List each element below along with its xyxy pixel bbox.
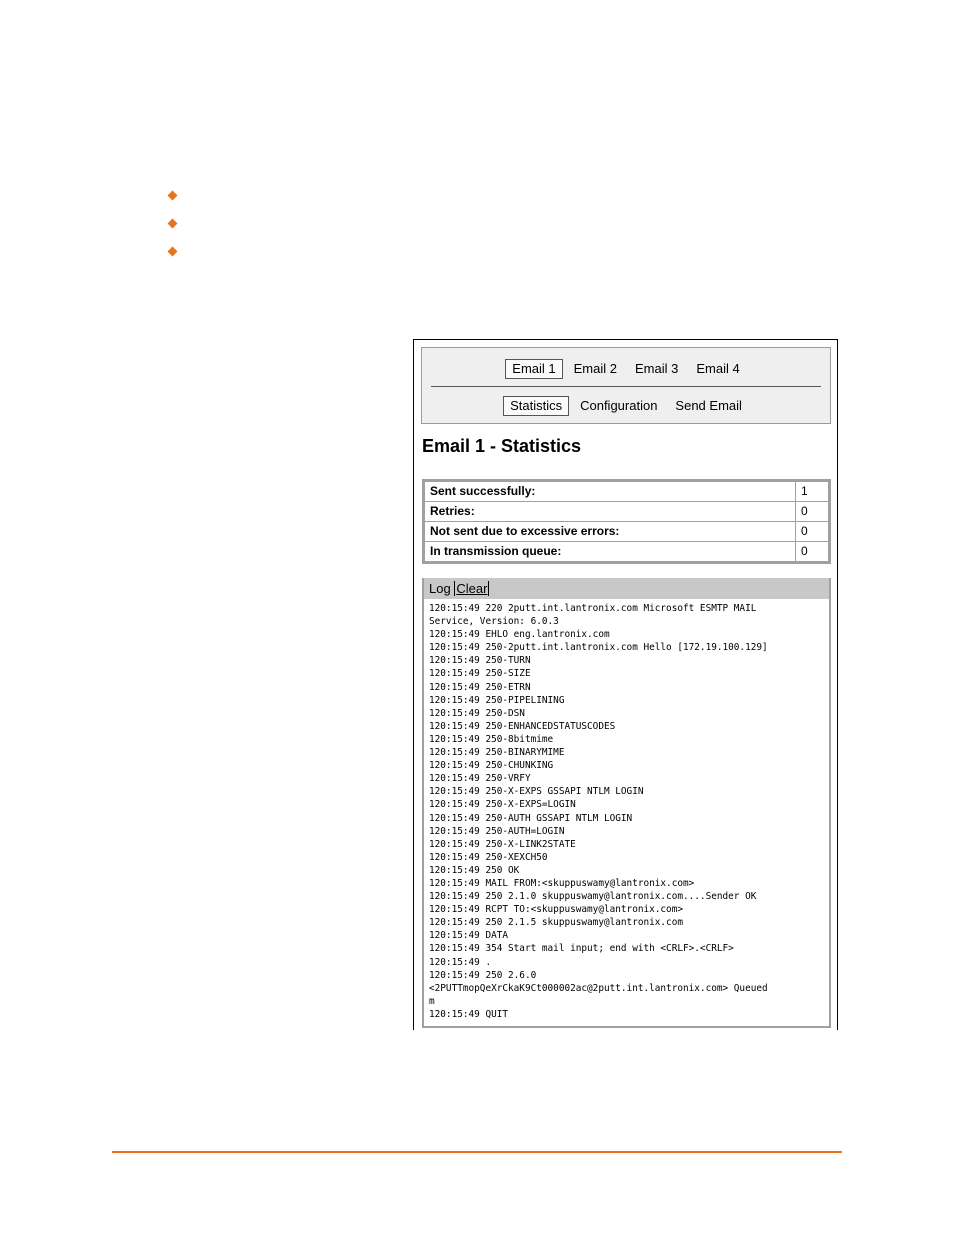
log-line: 120:15:49 250-X-EXPS=LOGIN [429,799,576,811]
log-line: 120:15:49 250 2.1.0 skuppuswamy@lantronix.com....Sender OK [429,891,757,903]
log-line: 120:15:49 250-XEXCH50 [429,851,548,863]
stat-label: Sent successfully: [425,482,796,502]
table-row [425,482,829,502]
log-line: 120:15:49 250 2.1.5 skuppuswamy@lantronix.com [429,917,683,929]
footer-rule [112,1151,842,1153]
stat-value: 0 [796,502,829,522]
action-tabs [422,396,830,416]
page-title: Email 1 - Statistics [422,436,582,456]
log-line: 120:15:49 250-X-EXPS GSSAPI NTLM LOGIN [429,786,644,798]
email-tabs [422,359,830,379]
log-header [424,578,829,599]
log-panel [422,578,831,1028]
log-line: 120:15:49 EHLO eng.lantronix.com [429,629,610,641]
log-line: 120:15:49 250-TURN [429,655,531,667]
email-statistics-screenshot [413,339,838,1030]
log-label: Log [429,581,451,596]
email-nav-panel [421,347,831,424]
log-line: 120:15:49 250-VRFY [429,773,531,785]
tab-send-email[interactable]: Send Email [675,398,742,413]
tab-email-1[interactable]: Email 1 [505,359,562,379]
bullet-icon [168,191,178,201]
stat-value: 0 [796,542,829,562]
log-line: 120:15:49 250-BINARYMIME [429,747,565,759]
log-line: 120:15:49 250-DSN [429,707,525,719]
stat-label: In transmission queue: [425,542,796,562]
table-row [425,502,829,522]
log-line: 120:15:49 250-SIZE [429,668,531,680]
log-line: 120:15:49 250-2putt.int.lantronix.com Hello [172.19.100.129] [429,642,768,654]
nav-divider [431,386,821,387]
log-line: 120:15:49 250-CHUNKING [429,760,554,772]
log-line: 120:15:49 220 2putt.int.lantronix.com Microsoft ESMTP MAIL [429,603,757,614]
table-row [425,522,829,542]
log-line: 120:15:49 250-X-LINK2STATE [429,838,576,850]
log-line: 120:15:49 354 Start mail input; end with <CRLF>.<CRLF> [429,943,734,955]
stat-label: Not sent due to excessive errors: [425,522,796,542]
log-line: 120:15:49 250-8bitmime [429,733,554,745]
log-line: 120:15:49 DATA [429,930,509,942]
stat-value: 0 [796,522,829,542]
tab-configuration[interactable]: Configuration [580,398,658,413]
log-line: m [429,995,435,1007]
log-line: 120:15:49 250 OK [429,864,520,876]
log-line: <2PUTTmopQeXrCkaK9Ct000002ac@2putt.int.lantronix.com> Queued [429,982,768,994]
log-line: 120:15:49 250-AUTH=LOGIN [429,825,565,837]
log-line: 120:15:49 250-AUTH GSSAPI NTLM LOGIN [429,812,633,824]
log-content [424,599,829,1021]
log-line: Service, Version: 6.0.3 [429,616,559,628]
log-line: 120:15:49 250 2.6.0 [429,969,537,981]
tab-email-3[interactable]: Email 3 [635,361,679,376]
log-line: 120:15:49 MAIL FROM:<skuppuswamy@lantronix.com> [429,877,695,889]
tab-email-2[interactable]: Email 2 [573,361,617,376]
statistics-table [422,479,831,564]
log-line: 120:15:49 . [429,956,492,968]
tab-statistics[interactable]: Statistics [503,396,569,416]
log-line: 120:15:49 250-ENHANCEDSTATUSCODES [429,720,616,732]
stat-label: Retries: [425,502,796,522]
table-row [425,542,829,562]
log-line: 120:15:49 250-PIPELINING [429,694,565,706]
bullet-icon [168,247,178,257]
tab-email-4[interactable]: Email 4 [696,361,740,376]
log-line: 120:15:49 RCPT TO:<skuppuswamy@lantronix.com> [429,904,683,916]
log-line: 120:15:49 250-ETRN [429,681,531,693]
stat-value: 1 [796,482,829,502]
bullet-icon [168,219,178,229]
clear-log-link[interactable]: Clear [456,581,488,596]
log-line: 120:15:49 QUIT [429,1008,509,1020]
